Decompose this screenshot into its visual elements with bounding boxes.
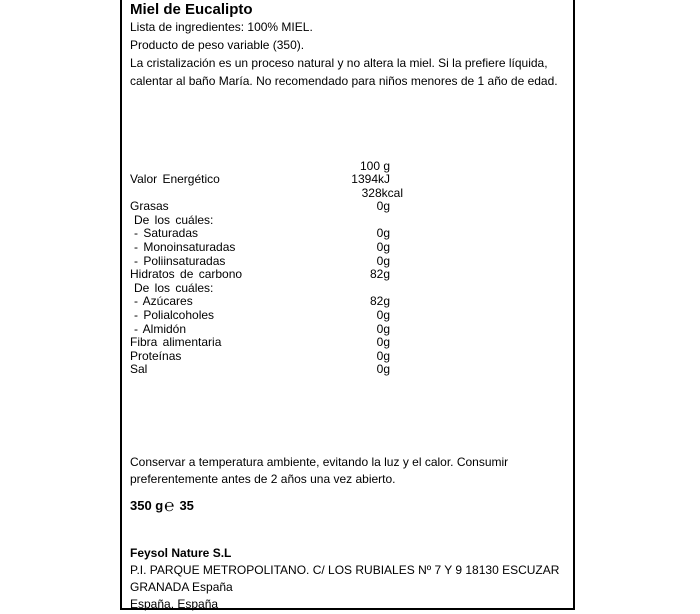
product-label	[120, 0, 575, 610]
storage-line1: Conservar a temperatura ambiente, evitando la luz y el calor. Consumir	[130, 455, 509, 469]
nutrition-row-label: - Azúcares	[134, 294, 193, 309]
nutrition-row-label: Valor Energético	[130, 172, 220, 186]
estimated-sign-icon: ℮	[164, 496, 175, 515]
nutrition-row-label: Grasas	[130, 199, 169, 214]
nutrition-row-label: De los cuáles:	[134, 280, 214, 295]
nutrition-row-label: - Almidón	[134, 321, 187, 336]
nutrition-row-label: Proteínas	[130, 348, 182, 363]
nutrition-row-label: De los cuáles:	[134, 212, 214, 227]
nutrition-row-value: 82g	[369, 267, 390, 282]
manufacturer-address-line1: P.I. PARQUE METROPOLITANO. C/ LOS RUBIALES Nº 7 Y 9 18130 ESCUZAR	[130, 563, 560, 577]
nutrition-row-value: 328kcal	[361, 185, 403, 200]
nutrition-row-label: Fibra alimentaria	[130, 335, 222, 350]
nutrition-row-label: - Saturadas	[134, 226, 199, 241]
manufacturer-address-line2: GRANADA España	[130, 580, 233, 594]
nutrition-row-value: 0g	[376, 335, 390, 350]
nutrition-row-value: 0g	[376, 321, 390, 336]
nutrition-row-value: 0g	[376, 226, 390, 241]
nutrition-row-label: - Poliinsaturadas	[134, 253, 226, 268]
nutrition-row-label: - Monoinsaturadas	[134, 240, 236, 254]
nutrition-row-value: 0g	[376, 240, 390, 254]
net-weight-value: 350 g	[130, 498, 164, 513]
nutrition-row-value: 0g	[376, 348, 390, 363]
product-title: Miel de Eucalipto	[130, 1, 253, 18]
net-weight	[130, 498, 194, 513]
weight-note: Producto de peso variable (350).	[130, 38, 305, 52]
nutrition-row-value: 0g	[376, 362, 390, 377]
net-weight-code: 35	[179, 498, 194, 513]
nutrition-row-value: 0g	[376, 253, 390, 268]
nutrition-header: 100 g	[359, 159, 390, 173]
manufacturer-name: Feysol Nature S.L	[130, 546, 232, 560]
storage-line2: preferentemente antes de 2 años una vez abierto.	[130, 472, 396, 486]
nutrition-row-value: 0g	[376, 199, 390, 214]
nutrition-row-value: 0g	[376, 308, 390, 322]
manufacturer-country: España, España	[130, 597, 219, 611]
ingredients-text: Lista de ingredientes: 100% MIEL.	[130, 20, 313, 34]
nutrition-row-value: 1394kJ	[351, 172, 390, 186]
crystallization-note-line2: calentar al baño María. No recomendado para niños menores de 1 año de edad.	[130, 74, 558, 88]
nutrition-row-label: Hidratos de carbono	[130, 267, 243, 282]
crystallization-note-line1: La cristalización es un proceso natural y no altera la miel. Si la prefiere líquida,	[130, 56, 548, 70]
nutrition-row-value: 82g	[369, 294, 390, 309]
nutrition-row-label: - Polialcoholes	[134, 308, 215, 322]
nutrition-row-label: Sal	[130, 362, 148, 377]
